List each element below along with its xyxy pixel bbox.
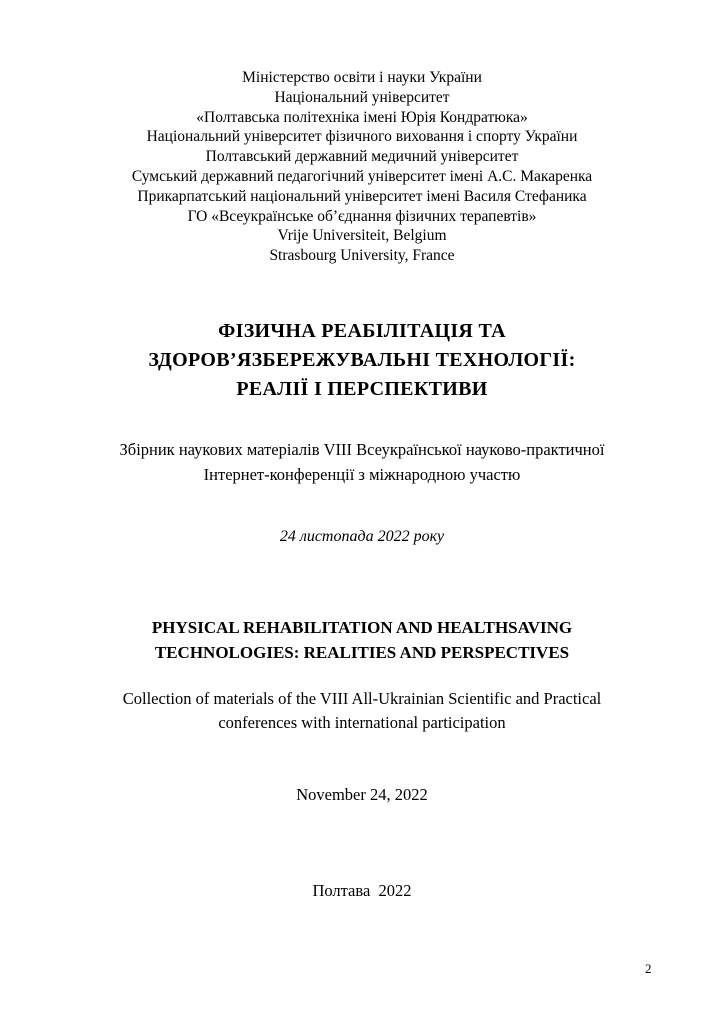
conference-date-ukrainian: 24 листопада 2022 року <box>279 528 445 545</box>
institution-line: Strasbourg University, France <box>269 247 455 265</box>
institution-line: Національний університет фізичного виховання і спорту України <box>146 128 578 146</box>
main-title-line: ФІЗИЧНА РЕАБІЛІТАЦІЯ ТА <box>218 320 506 342</box>
institution-line: Полтавський державний медичний університет <box>205 148 519 166</box>
page-number: 2 <box>645 961 652 976</box>
main-title-line: TECHNOLOGIES: REALITIES AND PERSPECTIVES <box>154 643 570 662</box>
institution-line: ГО «Всеукраїнське об’єднання фізичних терапевтів» <box>187 207 537 225</box>
institution-line: Національний університет <box>274 88 450 106</box>
institution-line: Сумський державний педагогічний університет імені А.С. Макаренка <box>131 167 593 185</box>
main-title-line: РЕАЛІЇ І ПЕРСПЕКТИВИ <box>236 378 488 400</box>
main-title-english <box>0 615 724 665</box>
subtitle-line: Collection of materials of the VIII All-Ukrainian Scientific and Practical <box>122 689 602 708</box>
subtitle-line: Інтернет-конференції з міжнародною участю <box>203 465 521 484</box>
institution-line: Прикарпатський національний університет імені Василя Стефаника <box>137 187 587 205</box>
subtitle-line: conferences with international participation <box>218 713 506 732</box>
institution-line: Vrije Universiteit, Belgium <box>277 227 447 245</box>
place-and-year: Полтава 2022 <box>312 881 412 900</box>
institutions-header <box>0 68 724 266</box>
main-title-line: PHYSICAL REHABILITATION AND HEALTHSAVING <box>151 618 573 637</box>
subtitle-line: Збірник наукових матеріалів VIII Всеукраїнської науково-практичної <box>119 440 605 459</box>
institution-line: «Полтавська політехніка імені Юрія Кондратюка» <box>196 108 528 126</box>
conference-date-english: November 24, 2022 <box>296 785 428 804</box>
institution-line: Міністерство освіти і науки України <box>242 69 482 86</box>
subtitle-ukrainian <box>0 437 724 487</box>
main-title-ukrainian <box>0 317 724 404</box>
main-title-line: ЗДОРОВ’ЯЗБЕРЕЖУВАЛЬНІ ТЕХНОЛОГІЇ: <box>148 349 576 371</box>
subtitle-english <box>0 687 724 735</box>
